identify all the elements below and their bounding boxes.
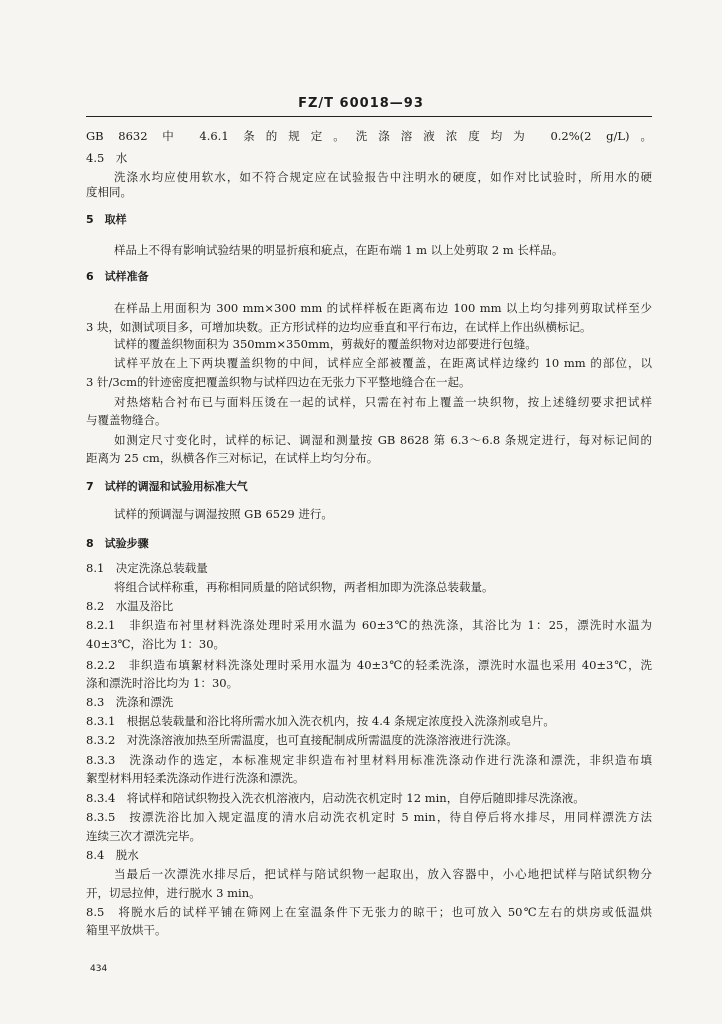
- text-line: 将组合试样称重，再称相同质量的陪试织物，两者相加即为洗涤总装载量。: [114, 580, 494, 594]
- text-line: 在样品上用面积为 300 mm×300 mm 的试样样板在距离布边 100 mm 以上均匀排列剪取试样至少: [114, 301, 652, 315]
- text-line: 8.3.1 根据总装载量和浴比将所需水加入洗衣机内，按 4.4 条规定浓度投入洗涤剂或皂片。: [86, 714, 555, 728]
- text-line: 开，切忌拉伸，进行脱水 3 min。: [86, 886, 261, 900]
- text-line: 絮型材料用轻柔洗涤动作进行洗涤和漂洗。: [86, 771, 305, 785]
- text-line: 样品上不得有影响试验结果的明显折痕和疵点，在距布端 1 m 以上处剪取 2 m 长样品。: [114, 243, 564, 257]
- text-line: GB 8632 中 4.6.1 条的规定。洗涤溶液浓度均为 0.2%(2 g/L)。: [86, 129, 652, 143]
- section-heading-8-2: 8.2 水温及浴比: [86, 599, 174, 613]
- section-heading-7: 7 试样的调湿和试验用标准大气: [86, 480, 248, 493]
- section-heading-5: 5 取样: [86, 213, 127, 226]
- text-line: 与覆盖物缝合。: [86, 413, 167, 427]
- text-line: 8.3.4 将试样和陪试织物投入洗衣机溶液内，启动洗衣机定时 12 min，自停后随即排尽洗涤液。: [86, 791, 585, 805]
- text-line: 涤和漂洗时浴比均为 1：30。: [86, 676, 239, 690]
- text-line: 8.5 将脱水后的试样平铺在筛网上在室温条件下无张力的晾干；也可放入 50℃左右的烘房或低温烘: [86, 905, 652, 919]
- section-heading-8-3: 8.3 洗涤和漂洗: [86, 695, 174, 709]
- text-line: 3 块，如测试项目多，可增加块数。正方形试样的边均应垂直和平行布边，在试样上作出纵横标记。: [86, 320, 592, 334]
- text-line: 度相同。: [86, 185, 132, 199]
- text-line: 3 针/3cm的针迹密度把覆盖织物与试样四边在无张力下平整地缝合在一起。: [86, 375, 471, 389]
- text-line: 8.3.3 洗涤动作的选定，本标准规定非织造布衬里材料用标准洗涤动作进行洗涤和漂洗，非织造布填: [86, 753, 652, 767]
- text-line: 8.2.2 非织造布填絮材料洗涤处理时采用水温为 40±3℃的轻柔洗涤，漂洗时水温也采用 40±3℃，洗: [86, 658, 652, 672]
- text-line: 8.2.1 非织造布衬里材料洗涤处理时采用水温为 60±3℃的热洗涤，其浴比为 1：25，漂洗时水温为: [86, 618, 652, 632]
- text-line: 距离为 25 cm，纵横各作三对标记，在试样上均匀分布。: [86, 451, 379, 465]
- text-line: 箱里平放烘干。: [86, 923, 167, 937]
- text-line: 试样平放在上下两块覆盖织物的中间，试样应全部被覆盖，在距离试样边缘约 10 mm 的部位，以: [114, 356, 652, 370]
- text-line: 当最后一次漂洗水排尽后，把试样与陪试织物一起取出，放入容器中，小心地把试样与陪试织物分: [114, 867, 652, 881]
- section-heading-8: 8 试验步骤: [86, 537, 149, 550]
- standard-code-header: FZ/T 60018—93: [298, 96, 424, 111]
- text-line: 连续三次才漂洗完毕。: [86, 829, 201, 843]
- text-line: 8.3.2 对洗涤溶液加热至所需温度，也可直接配制成所需温度的洗涤溶液进行洗涤。: [86, 733, 518, 747]
- text-line: 洗涤水均应使用软水，如不符合规定应在试验报告中注明水的硬度，如作对比试验时，所用水的硬: [114, 170, 652, 184]
- text-line: 40±3℃，浴比为 1：30。: [86, 637, 226, 651]
- text-line: 如测定尺寸变化时，试样的标记、调湿和测量按 GB 8628 第 6.3～6.8 条规定进行，每对标记间的: [114, 433, 652, 447]
- section-heading-6: 6 试样准备: [86, 270, 149, 283]
- text-line: 对热熔粘合衬布已与面料压烫在一起的试样，只需在衬布上覆盖一块织物，按上述缝纫要求把试样: [114, 395, 652, 409]
- text-line: 试样的预调湿与调湿按照 GB 6529 进行。: [114, 507, 333, 521]
- section-heading-4-5: 4.5 水: [86, 151, 128, 165]
- text-line: 8.3.5 按漂洗浴比加入规定温度的清水启动洗衣机定时 5 min，待自停后将水排尽，用同样漂洗方法: [86, 810, 652, 824]
- section-heading-8-4: 8.4 脱水: [86, 848, 139, 862]
- text-line: 试样的覆盖织物面积为 350mm×350mm，剪裁好的覆盖织物对边部要进行包缝。: [114, 337, 537, 351]
- page-number: 434: [90, 964, 108, 974]
- header-rule: [86, 116, 652, 117]
- section-heading-8-1: 8.1 决定洗涤总装载量: [86, 561, 208, 575]
